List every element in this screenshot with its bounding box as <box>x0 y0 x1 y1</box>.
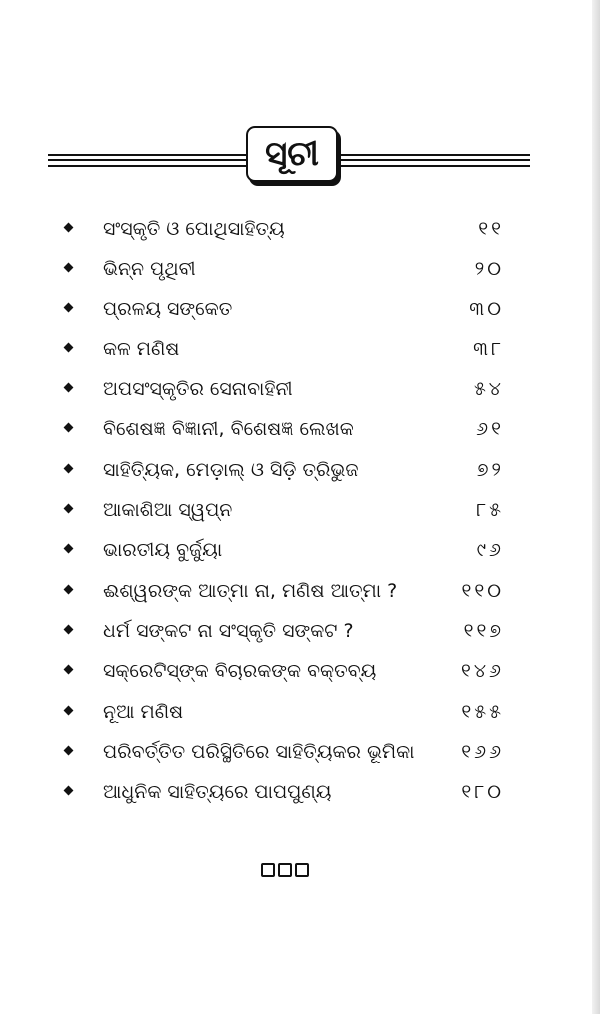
entry-title: ଈଶ୍ୱରଙ୍କ ଆତ୍ମା ନା, ମଣିଷ ଆତ୍ମା ? <box>103 580 398 602</box>
bullet-icon <box>64 263 74 273</box>
bullet-icon <box>64 585 74 595</box>
toc-row[interactable] <box>0 213 600 245</box>
entry-page-number: ୧୧ <box>478 218 504 240</box>
toc-row[interactable] <box>0 655 600 687</box>
toc-row[interactable] <box>0 494 600 526</box>
entry-title: ସକ୍ରେଟିସ୍‌ଙ୍କ ବିଚାରକଙ୍କ ବକ୍ତବ୍ୟ <box>103 660 377 682</box>
toc-row[interactable] <box>0 615 600 647</box>
entry-page-number: ୧୧୦ <box>461 580 504 602</box>
entry-page-number: ୧୪୬ <box>460 660 504 682</box>
toc-row[interactable] <box>0 696 600 728</box>
entry-title: ନୂଆ ମଣିଷ <box>103 701 184 723</box>
bullet-icon <box>64 343 74 353</box>
entry-title: ପ୍ରଳୟ ସଙ୍କେତ <box>103 298 233 320</box>
bullet-icon <box>64 383 74 393</box>
title-rule-left <box>48 154 246 167</box>
bullet-icon <box>64 786 74 796</box>
page-title: ସୂଚୀ <box>265 134 319 174</box>
toc-row[interactable] <box>0 736 600 768</box>
toc-row[interactable] <box>0 333 600 365</box>
toc-row[interactable] <box>0 534 600 566</box>
bullet-icon <box>64 746 74 756</box>
square-icon <box>295 863 309 877</box>
bullet-icon <box>64 464 74 474</box>
bullet-icon <box>64 223 74 233</box>
toc-row[interactable] <box>0 293 600 325</box>
entry-title: ଅପସଂସ୍କୃତିର ସେନାବାହିନୀ <box>103 378 293 400</box>
bullet-icon <box>64 706 74 716</box>
entry-title: ସଂସ୍କୃତି ଓ ପୋଥିସାହିତ୍ୟ <box>103 218 285 240</box>
bullet-icon <box>64 625 74 635</box>
entry-page-number: ୧୬୬ <box>461 741 504 763</box>
entry-page-number: ୫୪ <box>473 378 504 400</box>
entry-page-number: ୯୬ <box>476 539 504 561</box>
entry-page-number: ୩୮ <box>473 338 504 360</box>
entry-title: ଭିନ୍ନ ପୃଥିବୀ <box>103 258 196 280</box>
entry-page-number: ୬୧ <box>476 418 504 440</box>
toc-row[interactable] <box>0 253 600 285</box>
toc-row[interactable] <box>0 454 600 486</box>
title-box <box>246 126 338 182</box>
bullet-icon <box>64 665 74 675</box>
entry-title: ପରିବର୍ତ୍ତିତ ପରିସ୍ଥିତିରେ ସାହିତ୍ୟିକର ଭୂମିକା <box>103 741 415 763</box>
toc-row[interactable] <box>0 373 600 405</box>
square-icon <box>278 863 292 877</box>
entry-title: ସାହିତ୍ୟିକ, ମେଡ଼ାଲ୍ ଓ ସିଡ଼ି ତ୍ରିଭୁଜ <box>103 459 359 481</box>
entry-page-number: ୧୮୦ <box>461 781 504 803</box>
entry-title: କଳ ମଣିଷ <box>103 338 180 360</box>
end-ornament <box>261 863 309 877</box>
entry-page-number: ୧୧୭ <box>463 620 504 642</box>
entry-page-number: ୧୫୫ <box>461 701 504 723</box>
bullet-icon <box>64 544 74 554</box>
entry-title: ଭାରତୀୟ ବୁର୍ଜୁୟା <box>103 539 223 561</box>
bullet-icon <box>64 423 74 433</box>
toc-row[interactable] <box>0 413 600 445</box>
toc-row[interactable] <box>0 575 600 607</box>
title-rule-right <box>338 154 530 167</box>
square-icon <box>261 863 275 877</box>
bullet-icon <box>64 504 74 514</box>
entry-page-number: ୨୦ <box>474 258 504 280</box>
entry-title: ଆକାଶିଆ ସ୍ୱପ୍ନ <box>103 499 233 521</box>
entry-page-number: ୮୫ <box>476 499 504 521</box>
entry-title: ଆଧୁନିକ ସାହିତ୍ୟରେ ପାପପୁଣ୍ୟ <box>103 781 332 803</box>
entry-page-number: ୩୦ <box>469 298 504 320</box>
entry-page-number: ୭୨ <box>476 459 504 481</box>
bullet-icon <box>64 303 74 313</box>
toc-row[interactable] <box>0 776 600 808</box>
entry-title: ଧର୍ମ ସଙ୍କଟ ନା ସଂସ୍କୃତି ସଙ୍କଟ ? <box>103 620 354 642</box>
entry-title: ବିଶେଷଜ୍ଞ ବିଜ୍ଞାନୀ, ବିଶେଷଜ୍ଞ ଲେଖକ <box>103 418 354 440</box>
